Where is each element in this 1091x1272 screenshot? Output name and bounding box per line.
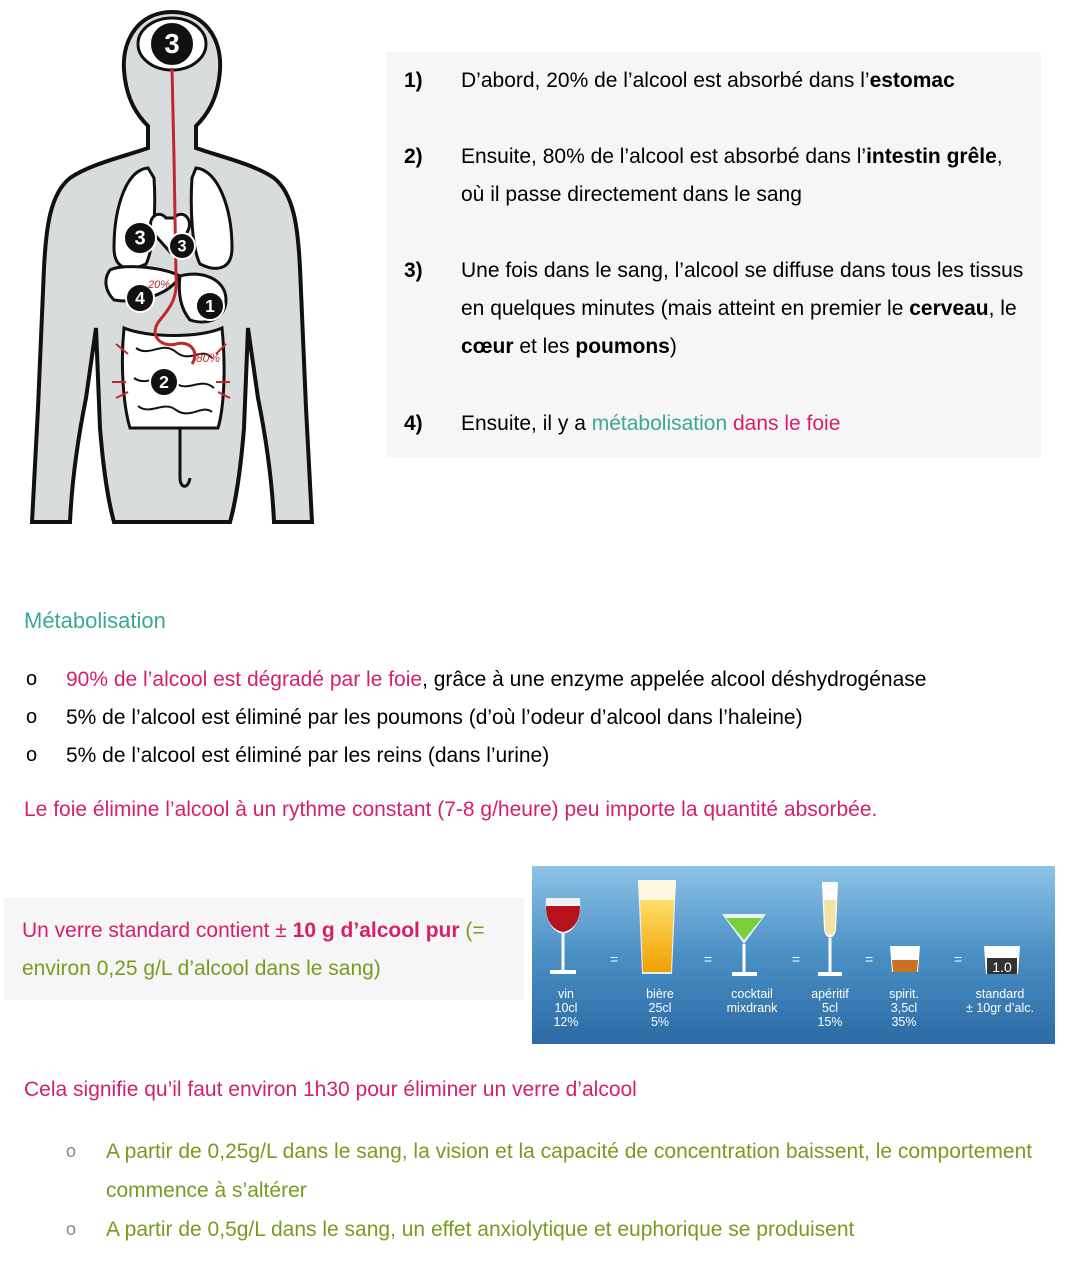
marker-number: 4	[135, 287, 145, 308]
drink-label: bière 25cl 5%	[646, 987, 674, 1029]
marker-number: 2	[159, 371, 169, 392]
pct-intestine: 80%	[196, 351, 221, 365]
pct-stomach: 20%	[148, 279, 171, 291]
spirit-glass	[890, 946, 920, 972]
standard-drinks-graphic	[532, 866, 1055, 1044]
elimination-rate: Le foie élimine l’alcool à un rythme constant (7-8 g/heure) peu importe la quantité absorbée.	[24, 798, 878, 821]
marker-number: 3	[177, 237, 187, 256]
equals-sign: =	[792, 951, 801, 967]
equals-sign: =	[704, 951, 713, 967]
drink-label: standard ± 10gr d’alc.	[965, 987, 1034, 1015]
marker-number: 1	[205, 295, 215, 316]
body-diagram	[30, 8, 315, 524]
equals-sign: =	[610, 951, 619, 967]
drink-label: cocktail mixdrank	[726, 987, 778, 1015]
beer-glass	[638, 880, 676, 974]
equals-sign: =	[865, 951, 874, 967]
elimination-title: Cela signifie qu’il faut environ 1h30 pour éliminer un verre d’alcool	[24, 1078, 637, 1101]
equals-sign: =	[954, 951, 963, 967]
standard-glass-box: Un verre standard contient ± 10 g d’alcool pur (= environ 0,25 g/L d’alcool dans le sang)	[4, 898, 524, 1000]
drink-label: vin 10cl 12%	[553, 987, 579, 1029]
absorption-steps: 1) D’abord, 20% de l’alcool est absorbé dans l’estomac 2) Ensuite, 80% de l’alcool est absorbé dans l’intestin grêle, où il passe directement dans le sang 3) Une fois dans le sang, l’alcool se diffuse dans tous les tissus en quelques minutes (mais atteint en premier le cerveau, le cœur et les poumons) 4) Ensuite, il y a métabolisation dans le foie	[386, 52, 1041, 457]
drink-label: spirit. 3,5cl 35%	[889, 987, 919, 1029]
standard-badge-label: 1.0	[992, 959, 1012, 975]
marker-number: 3	[134, 227, 146, 250]
metabolisation-title: Métabolisation	[24, 608, 166, 633]
marker-number: 3	[164, 28, 180, 60]
drink-label: apéritif 5cl 15%	[811, 987, 849, 1029]
